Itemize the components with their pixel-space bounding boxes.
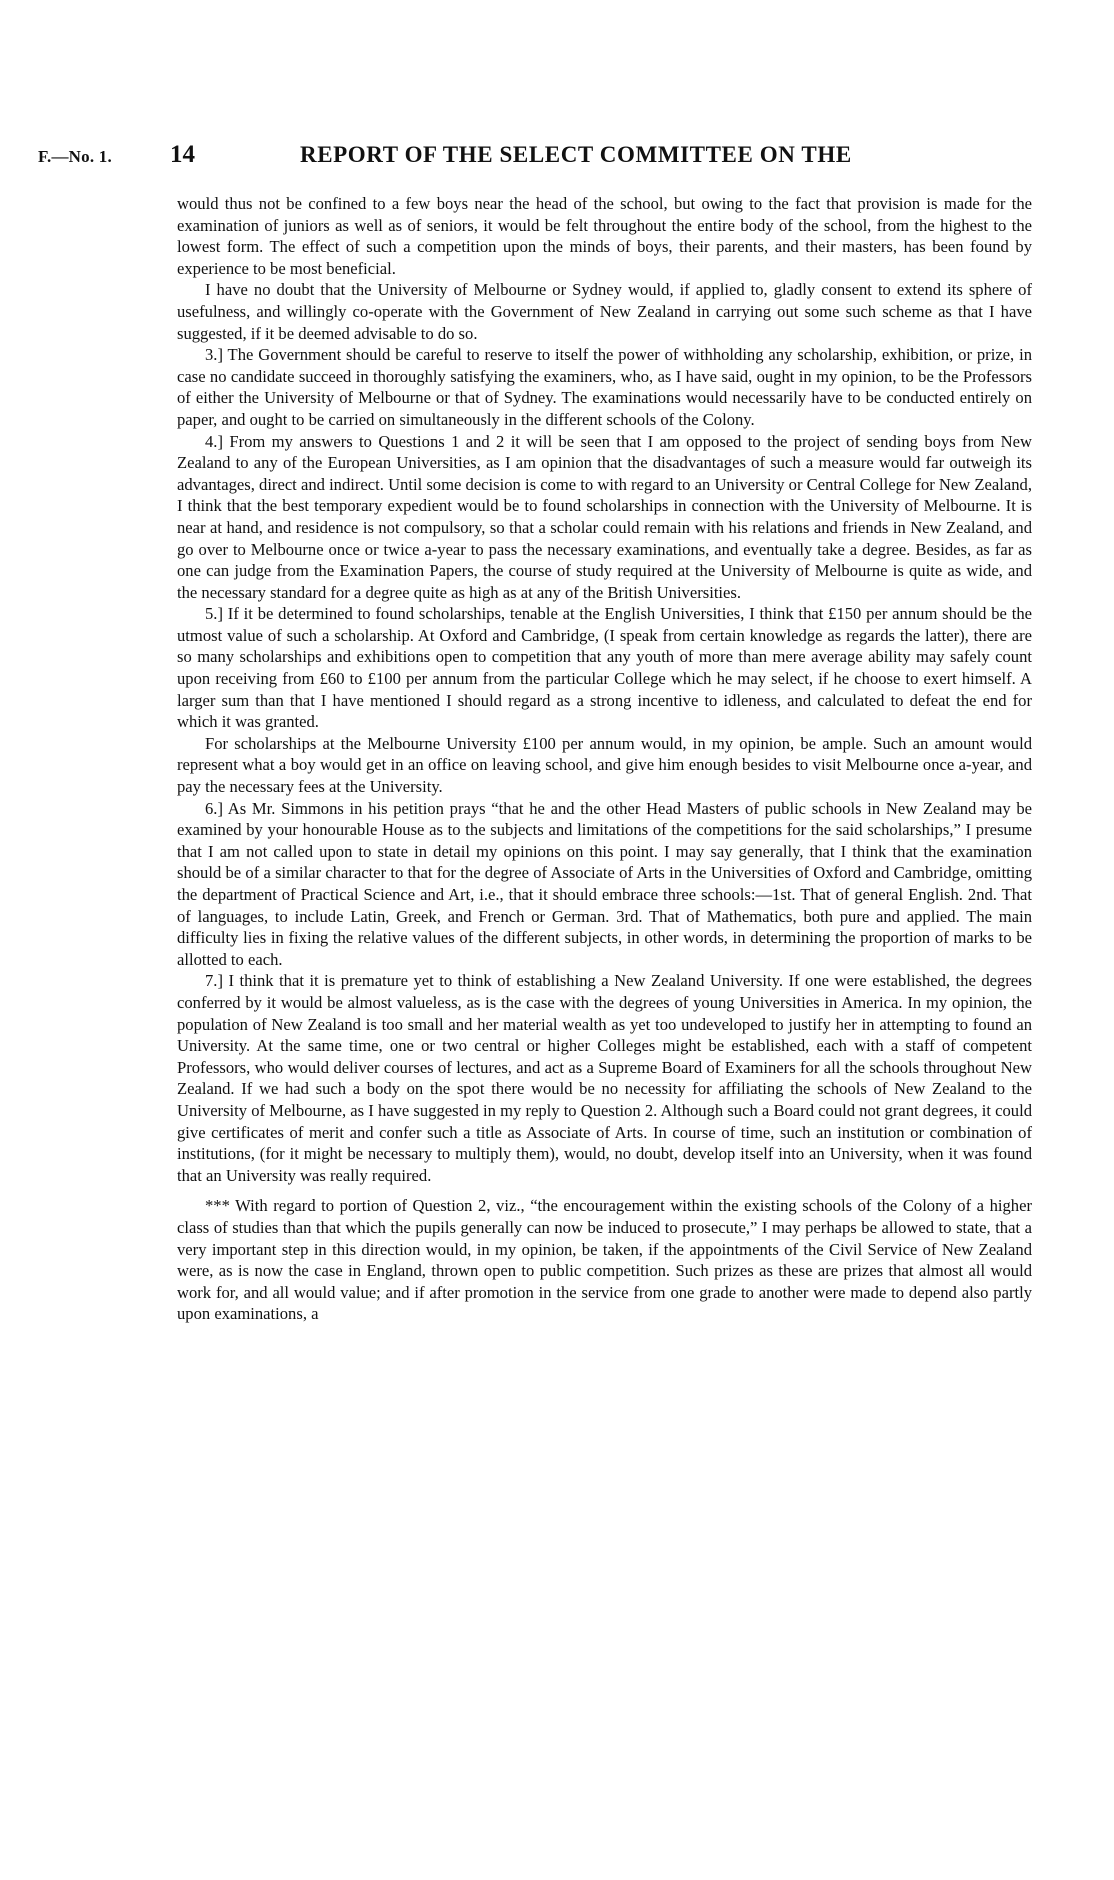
paragraph: I have no doubt that the University of Melbourne or Sydney would, if applied to, gladly consent to extend its sphere of usefulness, and willingly co-operate with the Government of New Zealand in carrying out some such scheme as that I have suggested, if it be deemed advisable to do so. [177,280,1032,343]
running-header [38,141,1044,173]
body-text [177,193,1032,1325]
page-number: 14 [170,141,195,168]
paragraph: would thus not be confined to a few boys near the head of the school, but owing to the fact that provision is made for the examination of juniors as well as of seniors, it would be felt throughout the entire body of the school, from the highest to the lowest form. The effect of such a competition upon the minds of boys, their parents, and their masters, has been found by experience to be most beneficial. [177,194,1032,278]
document-reference: F.—No. 1. [38,147,112,166]
running-title: REPORT OF THE SELECT COMMITTEE ON THE [300,142,852,167]
paragraph: 7.] I think that it is premature yet to think of establishing a New Zealand University. If one were established, the degrees conferred by it would be almost valueless, as is the case with the degrees of young Universities in America. In my opinion, the population of New Zealand is too small and her material wealth as yet too undeveloped to justify her in attempting to found an University. At the same time, one or two central or higher Colleges might be established, each with a staff of competent Professors, who would deliver courses of lectures, and act as a Supreme Board of Examiners for all the schools throughout New Zealand. If we had such a body on the spot there would be no necessity for affiliating the schools of New Zealand to the University of Melbourne, as I have suggested in my reply to Question 2. Although such a Board could not grant degrees, it could give certificates of merit and confer such a title as Associate of Arts. In course of time, such an institution or combination of institutions, (for it might be necessary to multiply them), would, no doubt, develop itself into an University, when it was found that an University was really required. [177,971,1032,1185]
paragraph: 4.] From my answers to Questions 1 and 2 it will be seen that I am opposed to the project of sending boys from New Zealand to any of the European Universities, as I am opinion that the disadvantages of such a measure would far outweigh its advantages, direct and indirect. Until some decision is come to with regard to an University or Central College for New Zealand, I think that the best temporary expedient would be to found scholarships in connection with the University of Melbourne. It is near at hand, and residence is not compulsory, so that a scholar could remain with his relations and friends in New Zealand, and go over to Melbourne once or twice a-year to pass the necessary examinations, and eventually take a degree. Besides, as far as one can judge from the Examination Papers, the course of study required at the University of Melbourne is quite as wide, and the necessary standard for a degree quite as high as at any of the British Universities. [177,431,1032,602]
paragraph: For scholarships at the Melbourne University £100 per annum would, in my opinion, be ample. Such an amount would represent what a boy would get in an office on leaving school, and give him enough besides to visit Melbourne once a-year, and pay the necessary fees at the University. [177,733,1032,797]
paragraph: *** With regard to portion of Question 2, viz., “the encouragement within the existing schools of the Colony of a higher class of studies than that which the pupils generally can now be induced to prosecute,” I may perhaps be allowed to state, that a very important step in this direction would, in my opinion, be taken, if the appointments of the Civil Service of New Zealand were, as is now the case in England, thrown open to public competition. Such prizes as these are prizes that almost all would work for, and all would value; and if after promotion in the service from one grade to another were made to depend also partly upon examinations, a [177,1196,1032,1324]
paragraph: 6.] As Mr. Simmons in his petition prays “that he and the other Head Masters of public schools in New Zealand may be examined by your honourable House as to the subjects and limitations of the competitions for the said scholarships,” I presume that I am not called upon to state in detail my opinions on this point. I may say generally, that I think that the examination should be of a similar character to that for the degree of Associate of Arts in the Universities of Oxford and Cambridge, omitting the department of Practical Science and Art, i.e., that it should embrace three schools:—1st. That of general English. 2nd. That of languages, to include Latin, Greek, and French or German. 3rd. That of Mathematics, both pure and applied. The main difficulty lies in fixing the relative values of the different subjects, in other words, in determining the proportion of marks to be allotted to each. [177,798,1032,969]
paragraph: 5.] If it be determined to found scholarships, tenable at the English Universities, I think that £150 per annum should be the utmost value of such a scholarship. At Oxford and Cambridge, (I speak from certain knowledge as regards the latter), there are so many scholarships and exhibitions open to competition that any youth of more than mere average ability may safely count upon receiving from £60 to £100 per annum from the particular College which he may select, if he choose to exert himself. A larger sum than that I have mentioned I should regard as a strong incentive to idleness, and calculated to defeat the end for which it was granted. [177,604,1032,732]
paragraph: 3.] The Government should be careful to reserve to itself the power of withholding any scholarship, exhibition, or prize, in case no candidate succeed in thoroughly satisfying the examiners, who, as I have said, ought in my opinion, to be the Professors of either the University of Melbourne or that of Sydney. The examinations would necessarily have to be conducted entirely on paper, and ought to be carried on simultaneously in the different schools of the Colony. [177,345,1032,429]
